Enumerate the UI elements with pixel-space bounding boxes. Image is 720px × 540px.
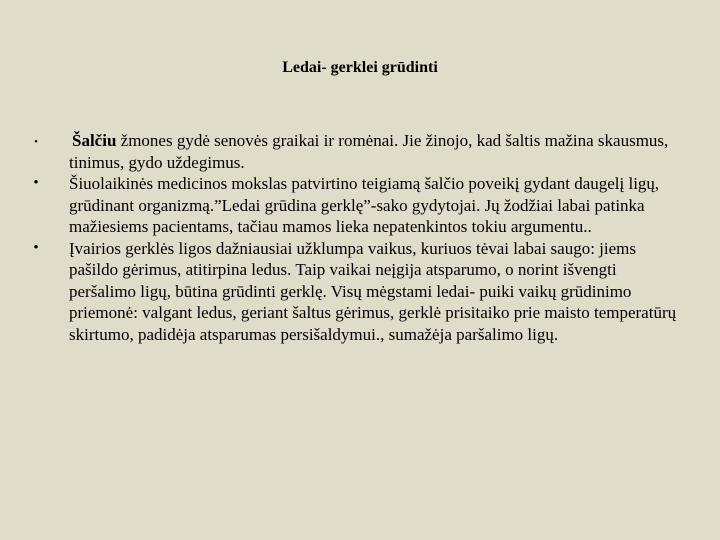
bullet-text: Įvairios gerklės ligos dažniausiai užklumpa vaikus, kuriuos tėvai labai saugo: jiems pašildo gėrimus, atitirpina ledus. Taip vaikai neįgija atsparumo, o norint išvengti peršalimo ligų, būtina grūdinti gerklę. Visų mėgstami ledai- puiki vaikų grūdinimo priemonė: valgant ledus, geriant šaltus gėrimus, gerklė prisitaiko prie maisto temperatūrų skirtumo, padidėja atsparumas persišaldymui., sumažėja paršalimo ligų. (69, 238, 677, 344)
bullet-item-3 (30, 238, 680, 346)
bullet-text: Šiuolaikinės medicinos mokslas patvirtino teigiamą šalčio poveikį gydant daugelį ligų, grūdinant organizmą.”Ledai grūdina gerklę”-sako gydytojai. Jų žodžiai labai patinka mažiesiems pacientams, tačiau mamos lieka nepatenkintos tokiu argumentu.. (69, 174, 660, 236)
bullet-dot-icon: • (33, 239, 39, 256)
bullet-dot-icon: • (34, 136, 38, 148)
bullet-bold-lead: Šalčiu (72, 131, 117, 150)
bullet-dot-icon: • (33, 175, 39, 191)
bullet-item-2 (30, 173, 680, 238)
bullet-list (30, 130, 680, 345)
slide-title: Ledai- gerklei grūdinti (282, 59, 438, 76)
bullet-item-1 (30, 130, 680, 173)
bullet-text: žmones gydė senovės graikai ir romėnai. Jie žinojo, kad šaltis mažina skausmus, tinimus, gydo uždegimus. (69, 131, 669, 172)
